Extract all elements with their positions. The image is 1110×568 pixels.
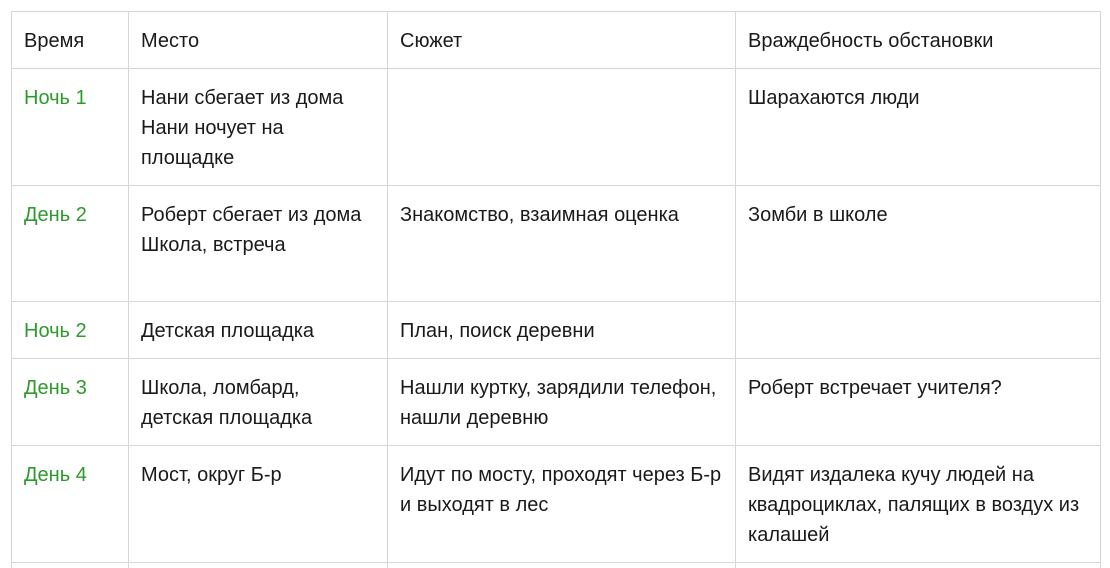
hostility-cell[interactable] xyxy=(736,302,1101,359)
header-hostility[interactable]: Враждебность обстановки xyxy=(736,12,1101,69)
place-line: Мост, округ Б-р xyxy=(141,464,282,486)
place-line: Школа, ломбард, детская площадка xyxy=(141,377,313,429)
place-cell[interactable] xyxy=(129,302,388,359)
time-cell[interactable]: День 2 xyxy=(12,186,129,302)
time-cell[interactable]: Ночь 1 xyxy=(12,69,129,186)
plot-cell[interactable]: План, поиск деревни xyxy=(388,302,736,359)
place-line: Детская площадка xyxy=(141,320,315,342)
header-place[interactable]: Место xyxy=(129,12,388,69)
plot-cell[interactable]: Нашли куртку, зарядили телефон, нашли деревню xyxy=(388,359,736,446)
empty-cell[interactable] xyxy=(736,563,1101,568)
place-cell[interactable] xyxy=(129,69,388,186)
time-cell[interactable]: Ночь 2 xyxy=(12,302,129,359)
empty-cell[interactable] xyxy=(12,563,129,568)
place-line: Школа, встреча xyxy=(141,234,286,256)
hostility-cell[interactable]: Роберт встречает учителя? xyxy=(736,359,1101,446)
empty-cell[interactable] xyxy=(129,563,388,568)
time-cell[interactable]: День 3 xyxy=(12,359,129,446)
table-row xyxy=(12,302,1101,359)
empty-cell[interactable] xyxy=(388,563,736,568)
header-row xyxy=(12,12,1101,69)
hostility-cell[interactable]: Зомби в школе xyxy=(736,186,1101,302)
table-row-empty xyxy=(12,563,1101,568)
time-cell[interactable]: День 4 xyxy=(12,446,129,563)
place-line: Нани сбегает из дома xyxy=(141,87,344,109)
header-time[interactable]: Время xyxy=(12,12,129,69)
place-cell[interactable] xyxy=(129,359,388,446)
table-row xyxy=(12,186,1101,302)
hostility-cell[interactable]: Шарахаются люди xyxy=(736,69,1101,186)
header-plot[interactable]: Сюжет xyxy=(388,12,736,69)
plot-cell[interactable]: Идут по мосту, проходят через Б-р и выходят в лес xyxy=(388,446,736,563)
table-row xyxy=(12,446,1101,563)
table-row xyxy=(12,69,1101,186)
plot-cell[interactable] xyxy=(388,69,736,186)
hostility-cell[interactable]: Видят издалека кучу людей на квадроциклах, палящих в воздух из калашей xyxy=(736,446,1101,563)
plot-cell[interactable]: Знакомство, взаимная оценка xyxy=(388,186,736,302)
place-line: Роберт сбегает из дома xyxy=(141,204,362,226)
place-cell[interactable] xyxy=(129,186,388,302)
place-line: Нани ночует на площадке xyxy=(141,117,284,169)
place-cell[interactable] xyxy=(129,446,388,563)
story-table xyxy=(11,11,1101,568)
table-row xyxy=(12,359,1101,446)
